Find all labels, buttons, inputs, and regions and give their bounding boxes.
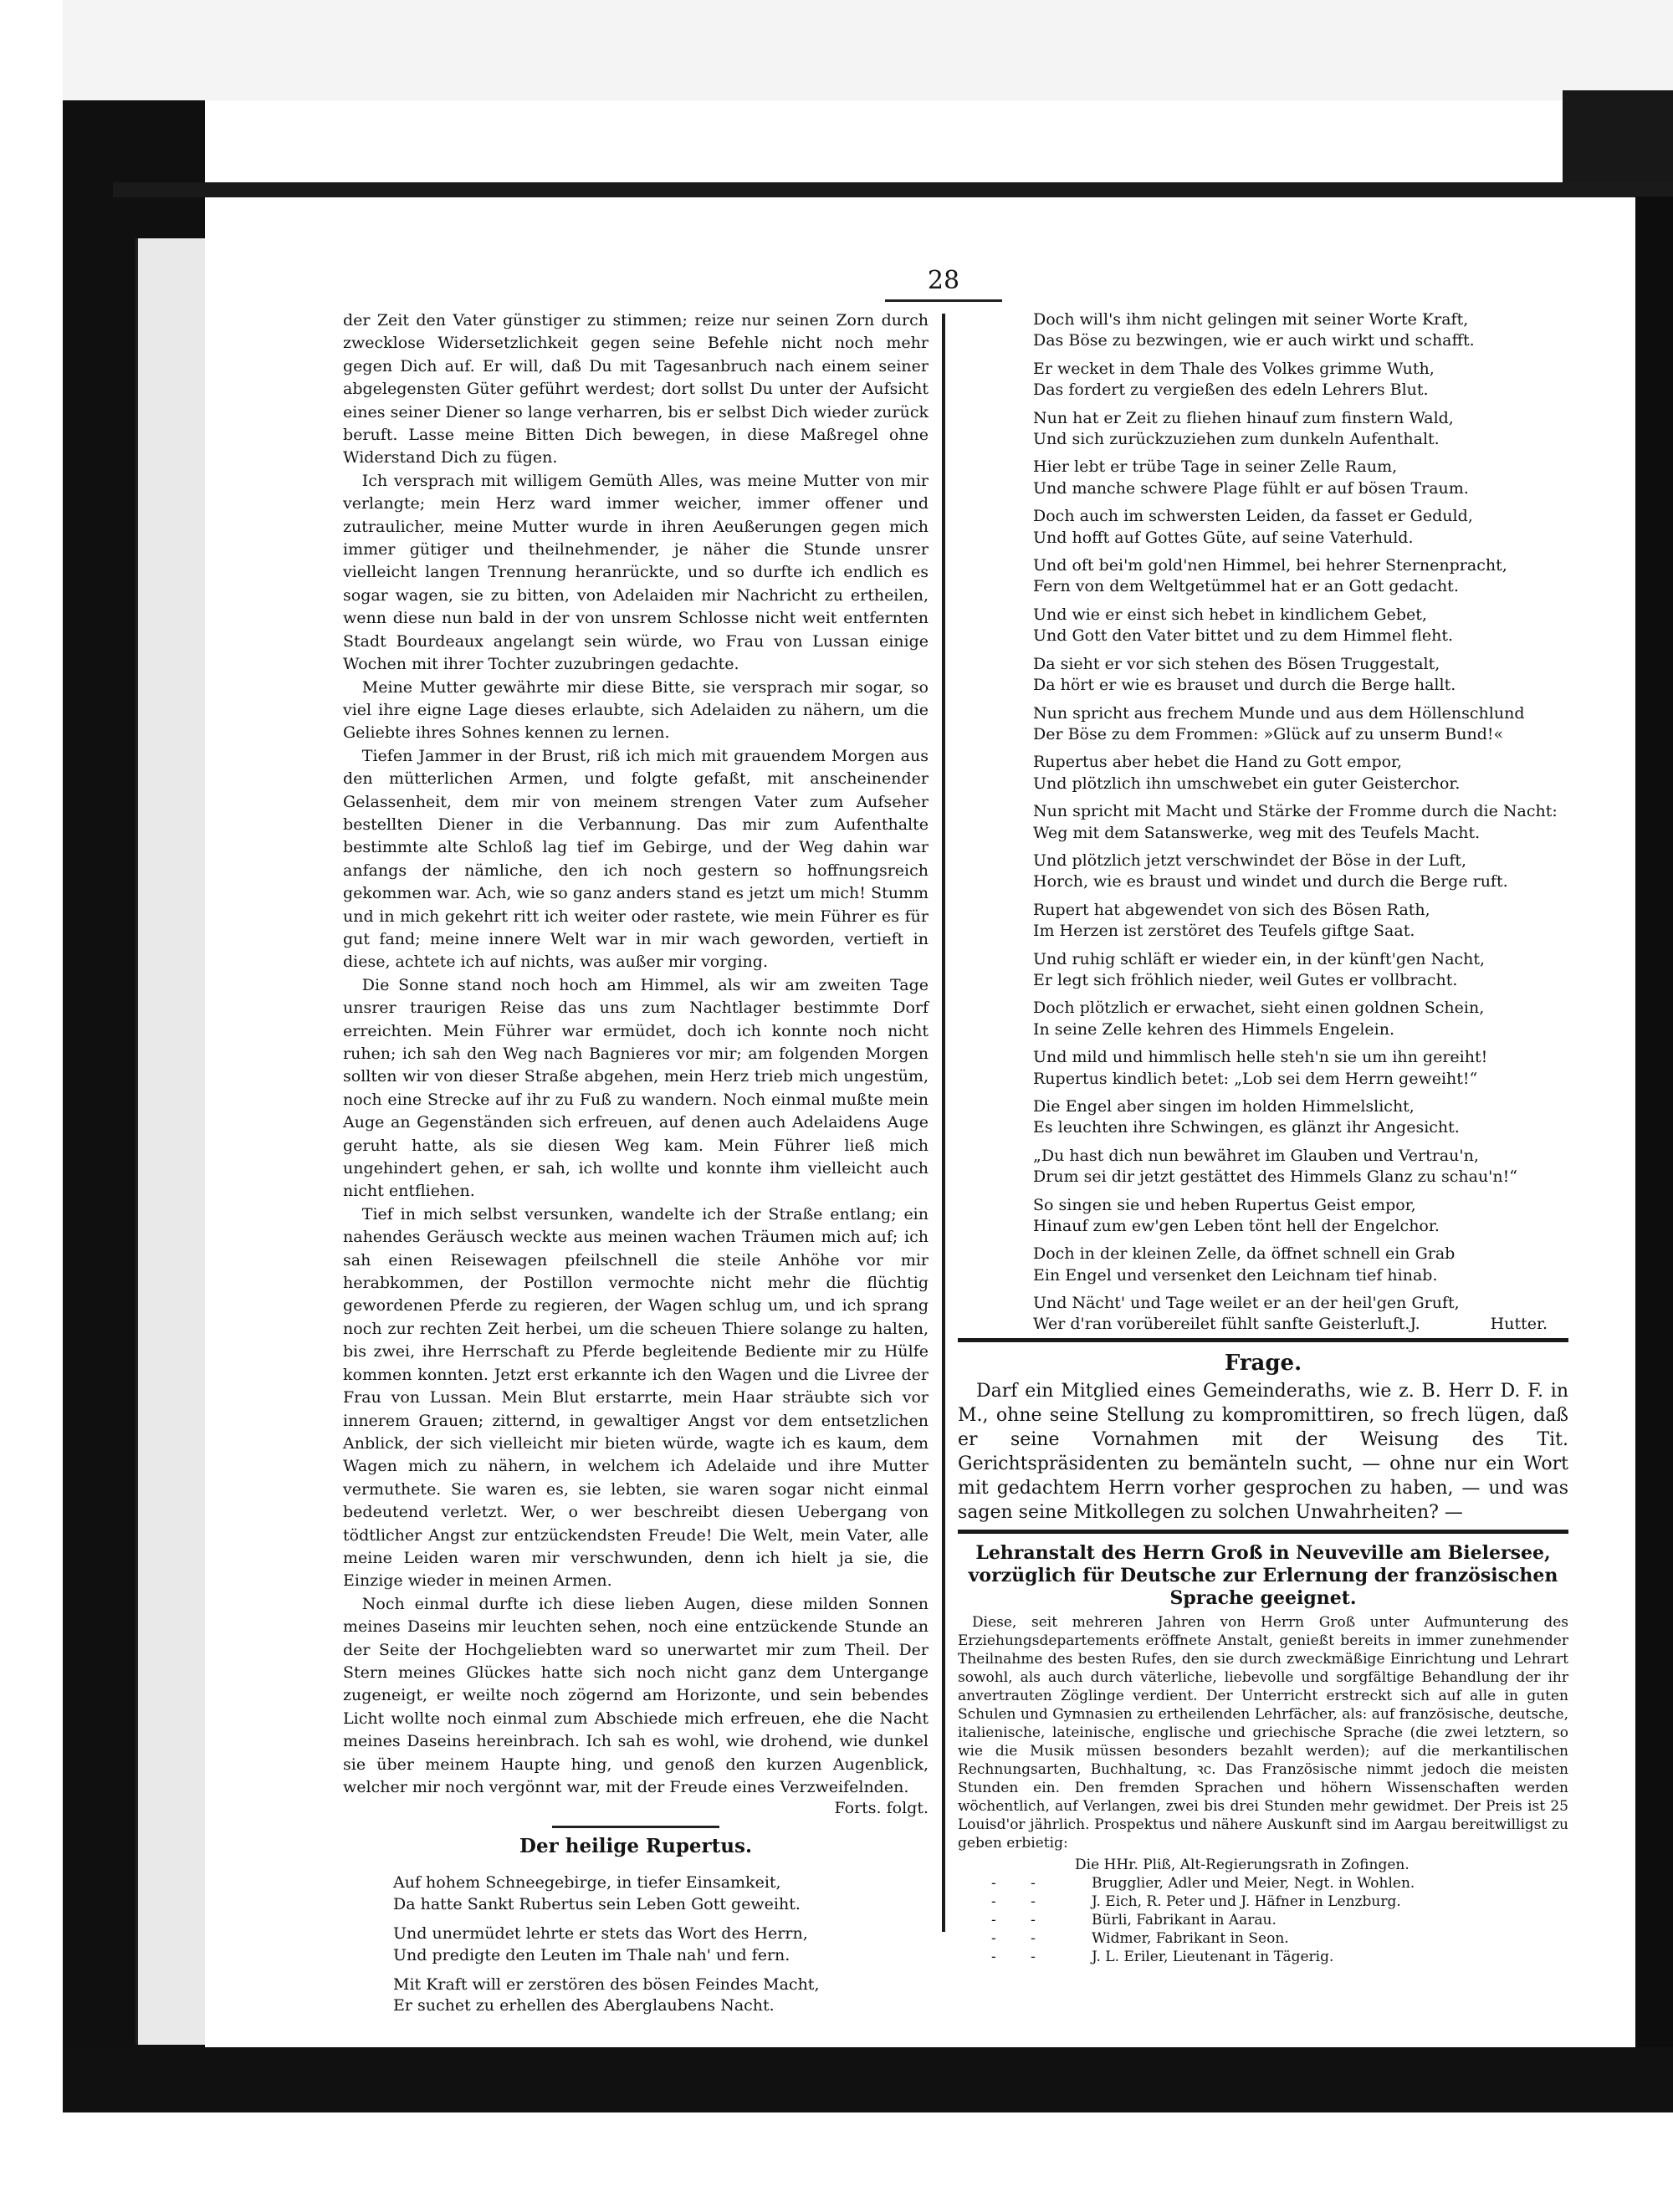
- agent-prefix: - -: [991, 1948, 1051, 1965]
- column-divider: [942, 314, 945, 1932]
- poem-line: Und plötzlich ihn umschwebet ein guter Geisterchor.: [1033, 774, 1461, 793]
- poem-line: Wer d'ran vorübereilet fühlt sanfte Geisterluft.J.: [1033, 1314, 1420, 1333]
- poem-line: Und plötzlich jetzt verschwindet der Böse in der Luft,: [1033, 851, 1467, 870]
- section-rule: [552, 1826, 719, 1828]
- scan-page-edge: [136, 238, 207, 2045]
- right-column: [958, 309, 1568, 1965]
- poem-stanza: [393, 1974, 929, 2017]
- story-paragraph: Noch einmal durfte ich diese lieben Augen, diese milden Sonnen meines Daseins mir leuchten sehen, noch eine entzückende Stunde an der Seite der Hochgeliebten ward so unerwartet mir zum Theil. Der Stern meines Glückes hatte sich noch nicht ganz dem Untergange zugeneigt, er weilte noch zögernd am Horizonte, und sein bebendes Licht wollte noch einmal zum Abschiede mich erfreuen, ehe die Nacht meines Daseins hereinbrach. Ich sah es wohl, wie drohend, wie dunkel sie über meinem Haupte hing, und genoß den kurzen Augenblick, welcher mir noch vergönnt war, mit der Freude eines Verzweifelnden.: [343, 1594, 929, 1796]
- left-column: [343, 309, 929, 2015]
- poem-line: Und oft bei'm gold'nen Himmel, bei hehrer Sternenpracht,: [1033, 556, 1507, 575]
- agent-prefix: - -: [991, 1929, 1051, 1947]
- agent-list-item: [958, 1948, 1568, 1966]
- poem-signature-row: [1033, 1315, 1568, 1333]
- poem-line: Und Nächt' und Tage weilet er an der heil'gen Gruft,: [1033, 1294, 1460, 1313]
- agent-name: Widmer, Fabrikant in Seon.: [1092, 1929, 1289, 1947]
- poem-line: Nun spricht mit Macht und Stärke der Fromme durch die Nacht:: [1033, 802, 1558, 821]
- poem-stanza: [1033, 605, 1568, 647]
- agent-list-intro: Die HHr. Pliß, Alt-Regierungsrath in Zofingen.: [1075, 1856, 1410, 1873]
- poem-stanza: [393, 1872, 929, 1915]
- poem-stanza: [1033, 1096, 1568, 1139]
- agent-prefix: - -: [991, 1911, 1051, 1928]
- agent-prefix: - -: [991, 1893, 1051, 1910]
- scan-margin-top: [63, 0, 1673, 100]
- poem-line: Er legt sich fröhlich nieder, weil Gutes er vollbracht.: [1033, 970, 1458, 989]
- poem-line: Auf hohem Schneegebirge, in tiefer Einsamkeit,: [393, 1873, 781, 1893]
- story-paragraph: Tiefen Jammer in der Brust, riß ich mich mit grauendem Morgen aus den mütterlichen Armen, und folgte gefaßt, mit anscheinender Gelassenheit, dem mir von meinem strengen Vater zum Aufseher bestellten Diener in die Verbannung. Das mir zum Aufenthalte bestimmte alte Schloß lag tief im Gebirge, und der Weg dahin war anfangs der nämliche, den ich noch gestern so hoffnungsreich gekommen war. Ach, wie so ganz anders stand es jetzt um mich! Stumm und in mich gekehrt ritt ich weiter oder rastete, wie mein Führer es für gut fand; meine innere Welt war in mir wach geworden, vertieft in diese, achtete ich auf nichts, was außer mir vorging.: [343, 746, 929, 972]
- poem-stanza: [1033, 949, 1568, 992]
- poem-stanza: [1033, 752, 1568, 794]
- poem-stanza: [1033, 309, 1568, 352]
- poem-final-stanza: [1033, 1293, 1568, 1314]
- poem-line: Und predigte den Leuten im Thale nah' und fern.: [393, 1945, 790, 1964]
- poem-line: Doch in der kleinen Zelle, da öffnet schnell ein Grab: [1033, 1244, 1456, 1264]
- poem-stanza: [1033, 1047, 1568, 1090]
- poem-stanza: [1033, 1195, 1568, 1238]
- poem-line: Doch auch im schwersten Leiden, da fasset er Geduld,: [1033, 507, 1473, 526]
- poem-stanza: [1033, 900, 1568, 943]
- poem-stanza: [1033, 359, 1568, 401]
- poem-stanza: [1033, 654, 1568, 697]
- poem-line: Das Böse zu bezwingen, wie er auch wirkt und schafft.: [1033, 331, 1475, 350]
- poem-line: Nun hat er Zeit zu fliehen hinauf zum finstern Wald,: [1033, 408, 1454, 427]
- poem-line: Der Böse zu dem Frommen: »Glück auf zu unserm Bund!«: [1033, 724, 1504, 743]
- poem-line: So singen sie und heben Rupertus Geist empor,: [1033, 1195, 1416, 1214]
- story-paragraph: Meine Mutter gewährte mir diese Bitte, sie versprach mir sogar, so viel ihre eigne Lage dieses erlaubte, sich Adelaiden zu nähern, um die Geliebte ihres Sohnes kennen zu lernen.: [343, 677, 929, 743]
- poem-line: Und ruhig schläft er wieder ein, in der künft'gen Nacht,: [1033, 949, 1486, 968]
- poem-stanza: [1033, 801, 1568, 844]
- poem-stanza: [1033, 703, 1568, 746]
- page-number: 28: [927, 266, 960, 295]
- story-text: [343, 309, 929, 1817]
- agent-prefix: - -: [991, 1874, 1051, 1892]
- poem-line: Da hört er wie es brauset und durch die Berge hallt.: [1033, 676, 1456, 695]
- poem-line: Er suchet zu erhellen des Aberglaubens Nacht.: [393, 1996, 775, 2015]
- agent-list: [958, 1856, 1568, 1966]
- poem-line: Horch, wie es braust und windet und durch die Berge ruft.: [1033, 872, 1508, 891]
- story-paragraph: Die Sonne stand noch hoch am Himmel, als wir am zweiten Tage unsrer traurigen Reise das uns zum Nachtlager bestimmte Dorf erreichten. Mein Führer war ermüdet, doch ich konnte noch nicht ruhen; ich sah den Weg nach Bagnieres vor mir; am folgenden Morgen sollten wir von dieser Straße abgehen, mein Herz trieb mich ungestüm, noch eine Strecke auf ihr zu Fuß zu wandern. Noch einmal mußte mein Auge an Gegenständen sich erfreuen, auf denen auch Adelaidens Auge geruht hatte, als sie diesen Weg kam. Mein Führer ließ mich ungehindert gehen, er sah, ich wollte und konnte ihm vielleicht auch nicht entfliehen.: [343, 975, 929, 1201]
- poem-line: Rupert hat abgewendet von sich des Bösen Rath,: [1033, 900, 1430, 919]
- poem-stanza: [393, 1923, 929, 1966]
- agent-name: J. Eich, R. Peter und J. Häfner in Lenzburg.: [1092, 1893, 1401, 1910]
- agent-name: Brugglier, Adler und Meier, Negt. in Wohlen.: [1092, 1874, 1415, 1892]
- poem-line: Rupertus kindlich betet: „Lob sei dem Herrn geweiht!“: [1033, 1069, 1478, 1088]
- poem-line: Drum sei dir jetzt gestättet des Himmels Glanz zu schau'n!“: [1033, 1167, 1517, 1187]
- frage-body: Darf ein Mitglied eines Gemeinderaths, wie z. B. Herr D. F. in M., ohne seine Stellung zu kompromittiren, so frech lügen, daß er seine Vornahmen mit der Weisung des Tit. Gerichtspräsidenten zu bemänteln sucht, — ohne nur ein Wort mit gedachtem Herrn vorher gesprochen zu haben, — und was sagen seine Mitkollegen zu solchen Unwahrheiten? —: [958, 1380, 1568, 1523]
- poem-stanza: [1033, 1244, 1568, 1286]
- poem-stanza: [1033, 1146, 1568, 1188]
- story-paragraph: der Zeit den Vater günstiger zu stimmen; reize nur seinen Zorn durch zwecklose Widersetzlichkeit gegen seine Befehle nicht noch mehr gegen Dich auf. Er will, daß Du mit Tagesanbruch nach einem seiner abgelegensten Güter geführt werdest; dort sollst Du unter der Aufsicht eines seiner Diener so lange verharren, bis er selbst Dich wieder zurück beruft. Lasse meine Bitten Dich bewegen, in diese Maßregel ohne Widerstand Dich zu fügen.: [343, 311, 929, 467]
- poem-line: Ein Engel und versenket den Leichnam tief hinab.: [1033, 1265, 1438, 1285]
- poem-title: Der heilige Rupertus.: [519, 1835, 752, 1858]
- poem-line: Es leuchten ihre Schwingen, es glänzt ihr Angesicht.: [1033, 1118, 1460, 1137]
- page-number-rule: [885, 299, 1002, 302]
- poem-stanza: [1033, 555, 1568, 598]
- poem-stanza: [1033, 506, 1568, 549]
- poem-line: Und mild und himmlisch helle steh'n sie um ihn gereiht!: [1033, 1048, 1488, 1067]
- section-separator: [958, 1338, 1568, 1342]
- poem-line: Und manche schwere Plage fühlt er auf bösen Traum.: [1033, 478, 1469, 498]
- scan-border-top: [113, 182, 1673, 197]
- poem-author: Hutter.: [1490, 1314, 1548, 1333]
- story-paragraph: Tief in mich selbst versunken, wandelte ich der Straße entlang; ein nahendes Geräusch weckte aus meinen wachen Träumen mich auf; ich sah einen Reisewagen pfeilschnell die steile Anhöhe vor mir herabkommen, der Postillon vermochte nicht mehr die flüchtig gewordenen Pferde zu regieren, der Wagen schlug um, und ich sprang noch zur rechten Zeit herbei, um die scheuen Thiere solange zu halten, bis zwei, ihre Herrschaft zu Pferde begleitende Bediente mir zu Hülfe kommen konnten. Jetzt erst erkannte ich den Wagen und die Livree der Frau von Lussan. Mein Blut erstarrte, mein Haar sträubte sich vor innerem Grauen; zitternd, in gewaltiger Angst vor dem entsetzlichen Anblick, der sich vielleicht mir bieten würde, wagte ich es kaum, dem Wagen mich zu nähern, in welchem ich Adelaide und ihre Mutter vermuthete. Sie waren es, sie lebten, sie waren sogar nicht einmal bedeutend verletzt. Wer, o wer beschreibt diesen Uebergang von tödtlicher Angst zur entzückendsten Freude! Die Welt, mein Vater, alle meine Leiden waren mir verschwunden, denn ich hielt ja sie, die Einzige wieder in meinen Armen.: [343, 1204, 929, 1591]
- poem-line: Rupertus aber hebet die Hand zu Gott empor,: [1033, 753, 1403, 772]
- agent-name: Bürli, Fabrikant in Aarau.: [1092, 1911, 1276, 1928]
- poem-line: Und unermüdet lehrte er stets das Wort des Herrn,: [393, 1924, 808, 1944]
- scan-border-bottom: [63, 2047, 1673, 2112]
- poem-continuation: [958, 309, 1568, 1333]
- poem-line: Mit Kraft will er zerstören des bösen Feindes Macht,: [393, 1975, 820, 1995]
- poem-stanza: [1033, 851, 1568, 893]
- poem-stanza: [1033, 998, 1568, 1040]
- poem-line: Da sieht er vor sich stehen des Bösen Truggestalt,: [1033, 654, 1440, 673]
- poem-line: Und Gott den Vater bittet und zu dem Himmel fleht.: [1033, 626, 1454, 646]
- agent-list-item: [958, 1893, 1568, 1911]
- poem-line: Im Herzen ist zerstöret des Teufels giftge Saat.: [1033, 922, 1415, 941]
- poem-line: „Du hast dich nun bewähret im Glauben und Vertrau'n,: [1033, 1146, 1479, 1165]
- section-separator: [958, 1530, 1568, 1534]
- story-paragraph: Ich versprach mit willigem Gemüth Alles, was meine Mutter von mir verlangte; mein Herz ward immer weicher, immer offener und zutraulicher, meine Mutter wurde in ihren Aeußerungen gegen mich immer gütiger und theilnehmender, je näher die Stunde unsrer vielleicht langen Trennung heranrückte, und so durfte ich endlich es sogar wagen, sie zu bitten, von Adelaiden mir Nachricht zu ertheilen, wenn diese nun bald in der von unsrem Schlosse nicht weit entfernten Stadt Bourdeaux angelangt sein würde, wo Frau von Lussan einige Wochen mit ihrer Tochter zuzubringen gedachte.: [343, 471, 929, 674]
- continuation-note: Forts. folgt.: [834, 1799, 929, 1818]
- poem-stanza: [1033, 408, 1568, 451]
- agent-list-item: [958, 1929, 1568, 1948]
- frage-title: Frage.: [1224, 1350, 1302, 1376]
- scan-border-right: [1635, 197, 1673, 2112]
- poem-line: In seine Zelle kehren des Himmels Engelein.: [1033, 1019, 1395, 1039]
- advertisement-heading: Lehranstalt des Herrn Groß in Neuveville am Bielersee, vorzüglich für Deutsche zur Erlernung der französischen Sprache geeignet.: [968, 1541, 1558, 1609]
- agent-name: J. L. Eriler, Lieutenant in Tägerig.: [1092, 1948, 1334, 1965]
- poem-line: Und sich zurückzuziehen zum dunkeln Aufenthalt.: [1033, 430, 1440, 449]
- scan-border-band: [1563, 90, 1673, 182]
- poem-line: Das fordert zu vergießen des edeln Lehrers Blut.: [1033, 381, 1429, 400]
- poem-stanza: [1033, 457, 1568, 499]
- poem-line: Weg mit dem Satanswerke, weg mit des Teufels Macht.: [1033, 823, 1481, 842]
- poem-line: Doch will's ihm nicht gelingen mit seiner Worte Kraft,: [1033, 310, 1469, 329]
- agent-list-item: [958, 1874, 1568, 1893]
- poem-line: Fern von dem Weltgetümmel hat er an Gott gedacht.: [1033, 577, 1459, 596]
- poem-line: Hinauf zum ew'gen Leben tönt hell der Engelchor.: [1033, 1217, 1440, 1236]
- poem-line: Und wie er einst sich hebet in kindlichem Gebet,: [1033, 605, 1427, 624]
- poem-line: Hier lebt er trübe Tage in seiner Zelle Raum,: [1033, 457, 1398, 477]
- poem-line: Da hatte Sankt Rubertus sein Leben Gott geweiht.: [393, 1894, 801, 1913]
- poem-line: Nun spricht aus frechem Munde und aus dem Höllenschlund: [1033, 703, 1525, 723]
- advertisement-body: Diese, seit mehreren Jahren von Herrn Groß unter Aufmunterung des Erziehungsdepartements eröffnete Anstalt, genießt bereits in immer zunehmender Theilnahme des besten Rufes, den sie durch zweckmäßige Einrichtung und Lehrart sowohl, als auch durch väterliche, liebevolle und sorgfältige Behandlung der ihr anvertrauten Zöglinge verdient. Der Unterricht erstreckt sich auf alle in guten Schulen und Gymnasien zu ertheilenden Lehrfächer, als: auf französische, deutsche, italienische, lateinische, englische und griechische Sprache (die zwei letztern, so wie die Musik müssen besonders bezahlt werden); auf die merkantilischen Rechnungsarten, Buchhaltung, ꝛc. Das Französische nimmt jedoch die meisten Stunden ein. Den fremden Sprachen und höhern Wissenschaften werden wöchentlich, auf Verlangen, zwei bis drei Stunden mehr gewidmet. Der Preis ist 25 Louisd'or jährlich. Prospektus und nähere Auskunft sind im Aargau bereitwilligst zu geben erbietig:: [958, 1613, 1568, 1852]
- poem-line: Doch plötzlich er erwachet, sieht einen goldnen Schein,: [1033, 999, 1485, 1018]
- poem-line: Und hofft auf Gottes Güte, auf seine Vaterhuld.: [1033, 528, 1414, 547]
- agent-list-item: [958, 1911, 1568, 1929]
- poem-line: Er wecket in dem Thale des Volkes grimme Wuth,: [1033, 359, 1435, 378]
- poem-line: Die Engel aber singen im holden Himmelslicht,: [1033, 1097, 1415, 1116]
